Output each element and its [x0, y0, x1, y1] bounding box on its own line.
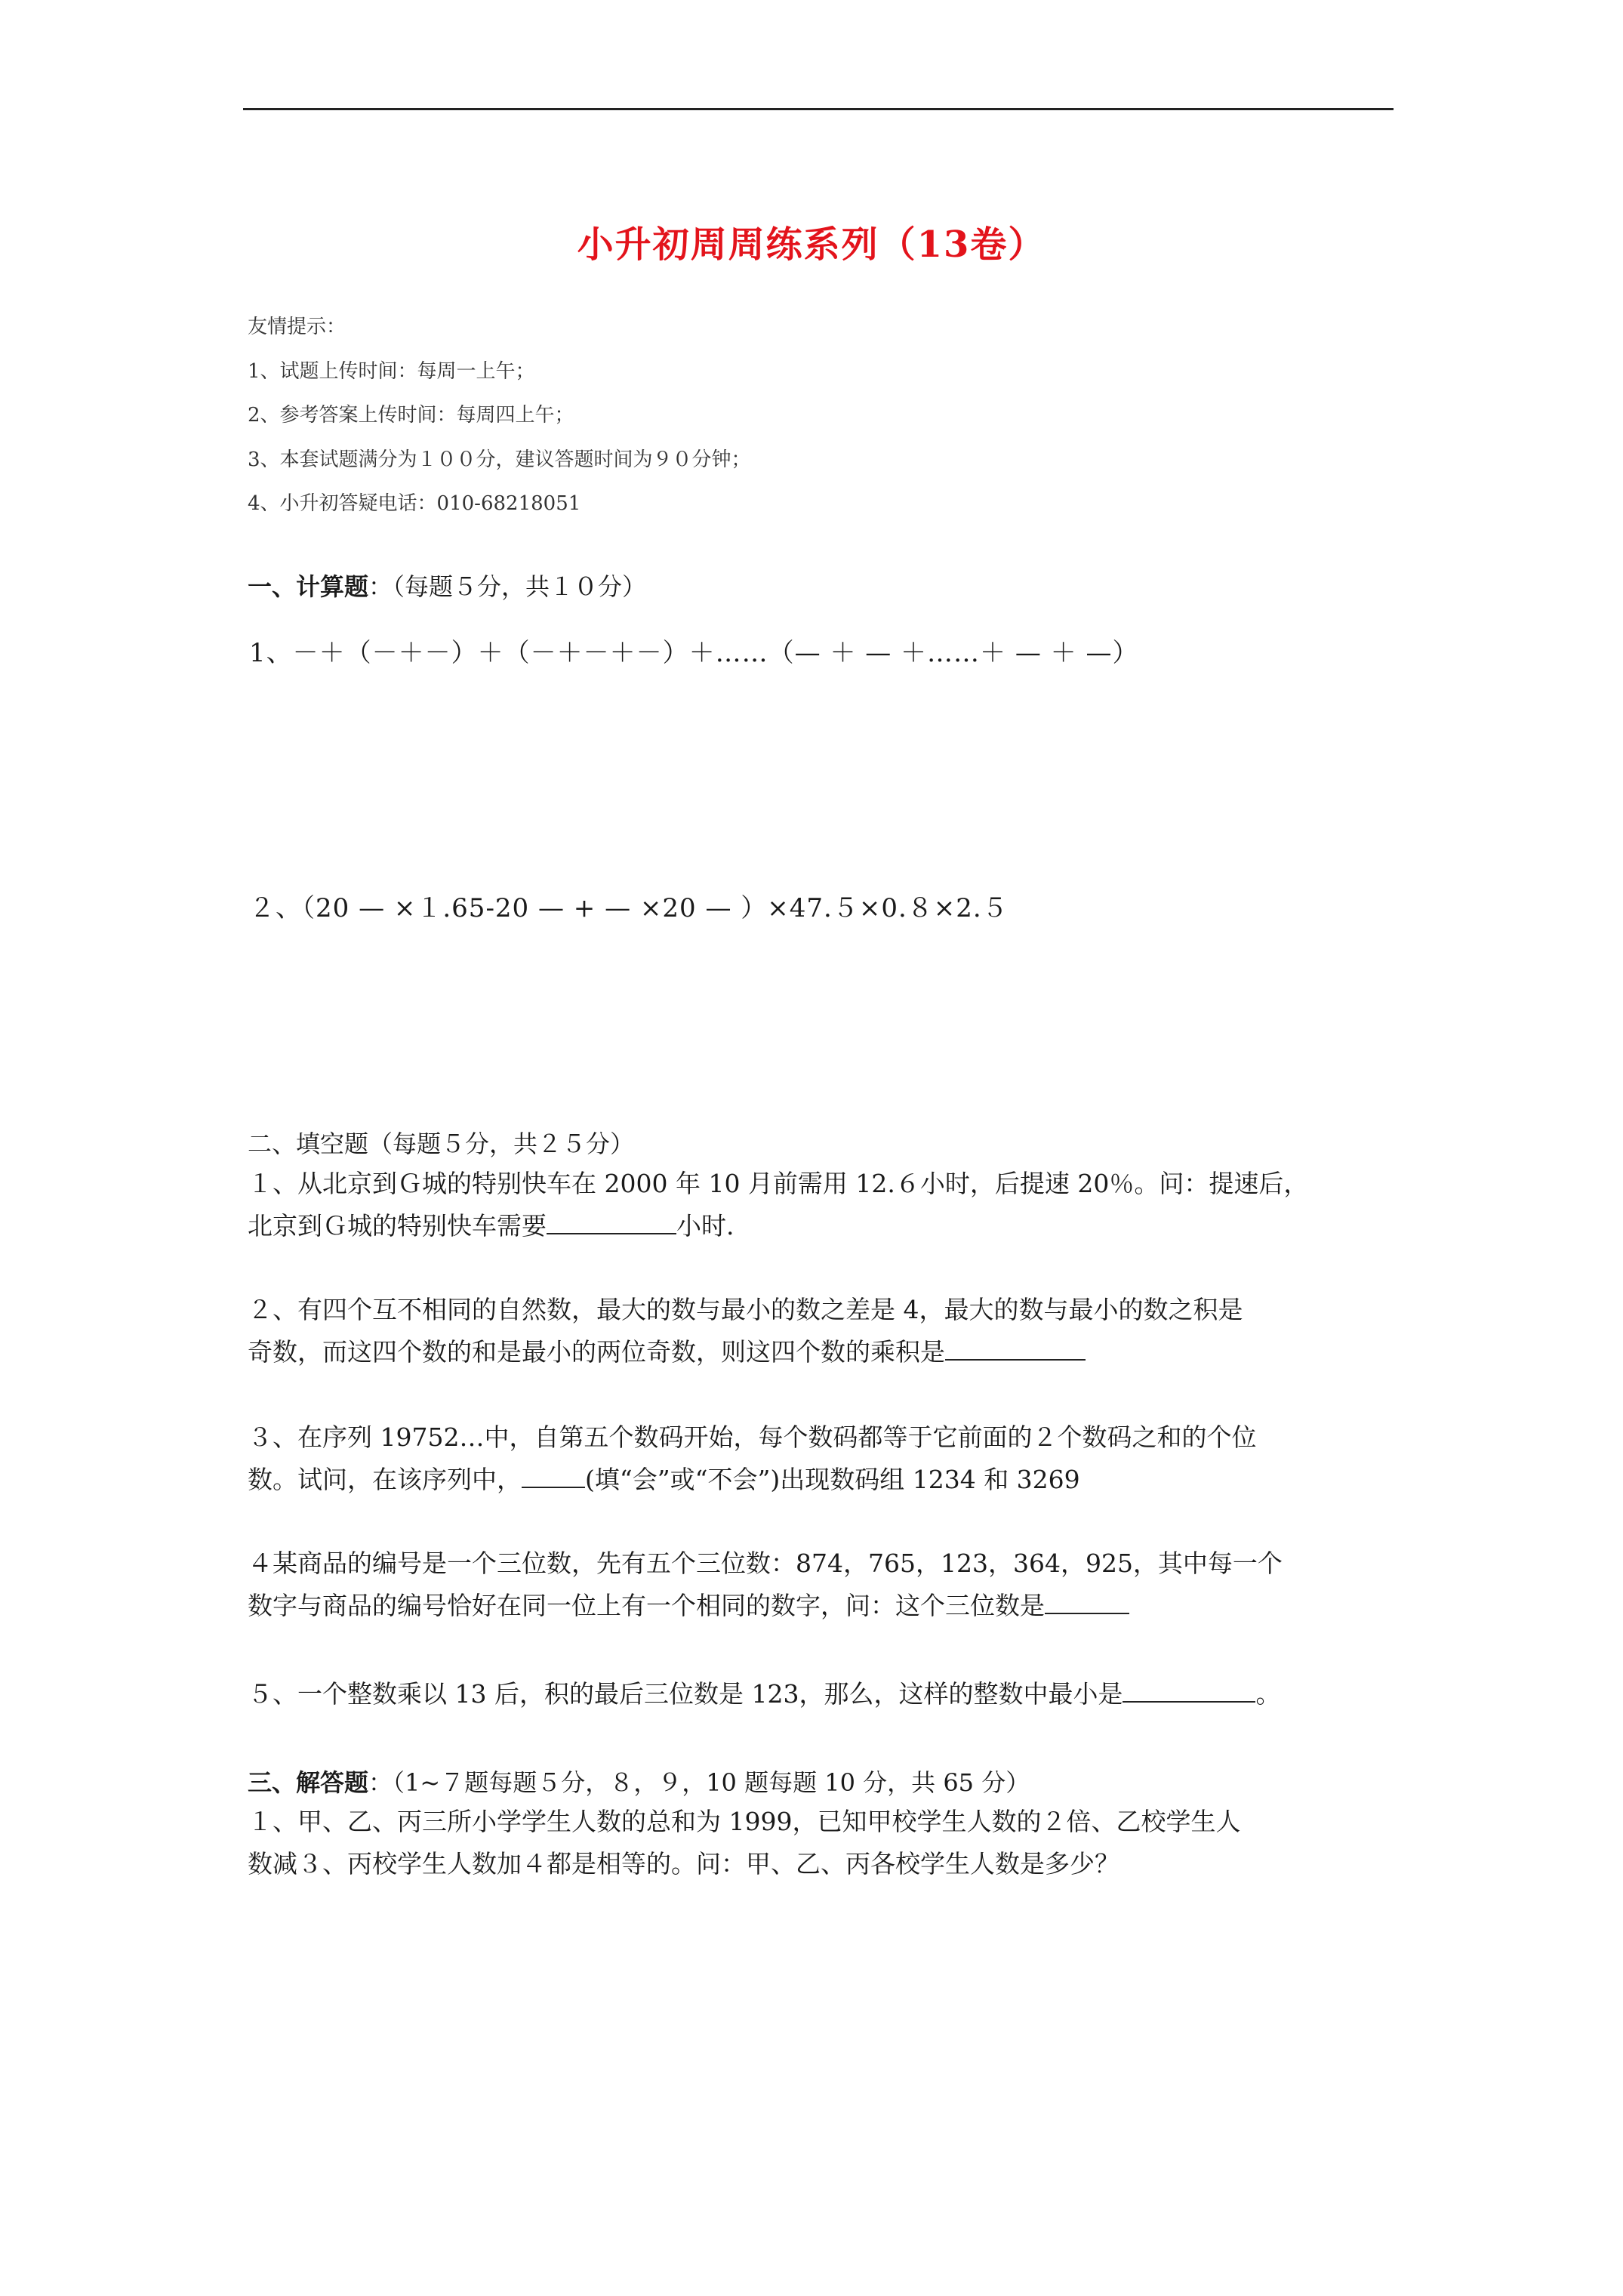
question-text: 奇数，而这四个数的和是最小的两位奇数，则这四个数的乘积是: [248, 1337, 945, 1367]
section3-heading-bold: 三、解答题: [248, 1768, 369, 1797]
tip-item: 2、参考答案上传时间：每周四上午；: [248, 404, 574, 427]
page-title: 小升初周周练系列（13卷）: [577, 223, 1046, 266]
question-line: [248, 1331, 1403, 1373]
answer-blank[interactable]: [945, 1338, 1086, 1361]
section1-heading-rest: ：（每题５分，共１０分）: [368, 572, 647, 601]
question-text: 数字与商品的编号恰好在同一位上有一个相同的数字，问：这个三位数是: [248, 1591, 1045, 1620]
question-line: [248, 1459, 1403, 1501]
section1-question-2: ２、（20 — ×１.65-20 — + — ×20 — ）×47.５×0.８×2.５: [249, 893, 1009, 923]
question-line: 数减３、丙校学生人数加４都是相等的。问：甲、乙、丙各校学生人数是多少？: [248, 1849, 1119, 1878]
question-line: [248, 1205, 1403, 1247]
question-line: [248, 1673, 1403, 1715]
section2-question-3: [248, 1416, 1403, 1501]
question-line: ３、在序列 19752…中，自第五个数码开始，每个数码都等于它前面的２个数码之和的个位: [248, 1422, 1257, 1452]
question-line: １、甲、乙、丙三所小学学生人数的总和为 1999，已知甲校学生人数的２倍、乙校学生人: [248, 1807, 1241, 1836]
section2-heading: 二、填空题（每题５分，共２５分）: [248, 1130, 635, 1158]
answer-blank[interactable]: [1045, 1592, 1129, 1614]
section3-heading-rest: ：（1~７题每题５分，８，９，10 题每题 10 分，共 65 分）: [368, 1768, 1030, 1797]
header-rule: [243, 108, 1394, 110]
answer-blank[interactable]: [547, 1212, 676, 1234]
section1-question-1: 1、－＋（－＋－）＋（－＋－＋－）＋……（— ＋ — ＋……＋ — ＋ —）: [249, 638, 1139, 668]
tip-item: 4、小升初答疑电话：010-68218051: [248, 492, 581, 515]
section3-heading: [248, 1764, 1030, 1798]
question-line: [248, 1585, 1403, 1627]
question-text: 数。试问，在该序列中，: [248, 1465, 522, 1494]
question-line: ４某商品的编号是一个三位数，先有五个三位数：874，765，123，364，925，其中每一个: [248, 1549, 1283, 1578]
section2-question-2: [248, 1289, 1403, 1373]
question-text: 。: [1255, 1679, 1281, 1709]
tips-heading: 友情提示：: [248, 316, 346, 338]
question-text: ５、一个整数乘以 13 后，积的最后三位数是 123，那么，这样的整数中最小是: [248, 1679, 1123, 1709]
question-text: 北京到Ｇ城的特别快车需要: [248, 1211, 547, 1240]
question-line: １、从北京到Ｇ城的特别快车在 2000 年 10 月前需用 12.６小时，后提速 20％。问：提速后，: [248, 1169, 1309, 1198]
question-text: (填“会”或“不会”)出现数码组 1234 和 3269: [585, 1465, 1080, 1494]
section2-question-5: [248, 1673, 1403, 1715]
tip-item: 3、本套试题满分为１００分，建议答题时间为９０分钟；: [248, 448, 751, 471]
answer-blank[interactable]: [1123, 1680, 1255, 1703]
tip-item: 1、试题上传时间：每周一上午；: [248, 360, 535, 383]
answer-blank[interactable]: [522, 1465, 585, 1488]
section1-heading: [248, 568, 646, 603]
section1-heading-bold: 一、计算题: [248, 572, 369, 601]
question-line: ２、有四个互不相同的自然数，最大的数与最小的数之差是 4，最大的数与最小的数之积是: [248, 1295, 1243, 1324]
section2-question-1: [248, 1163, 1403, 1247]
section2-question-4: [248, 1542, 1403, 1627]
question-text: 小时.: [676, 1211, 735, 1240]
section3-question-1: [248, 1801, 1403, 1885]
